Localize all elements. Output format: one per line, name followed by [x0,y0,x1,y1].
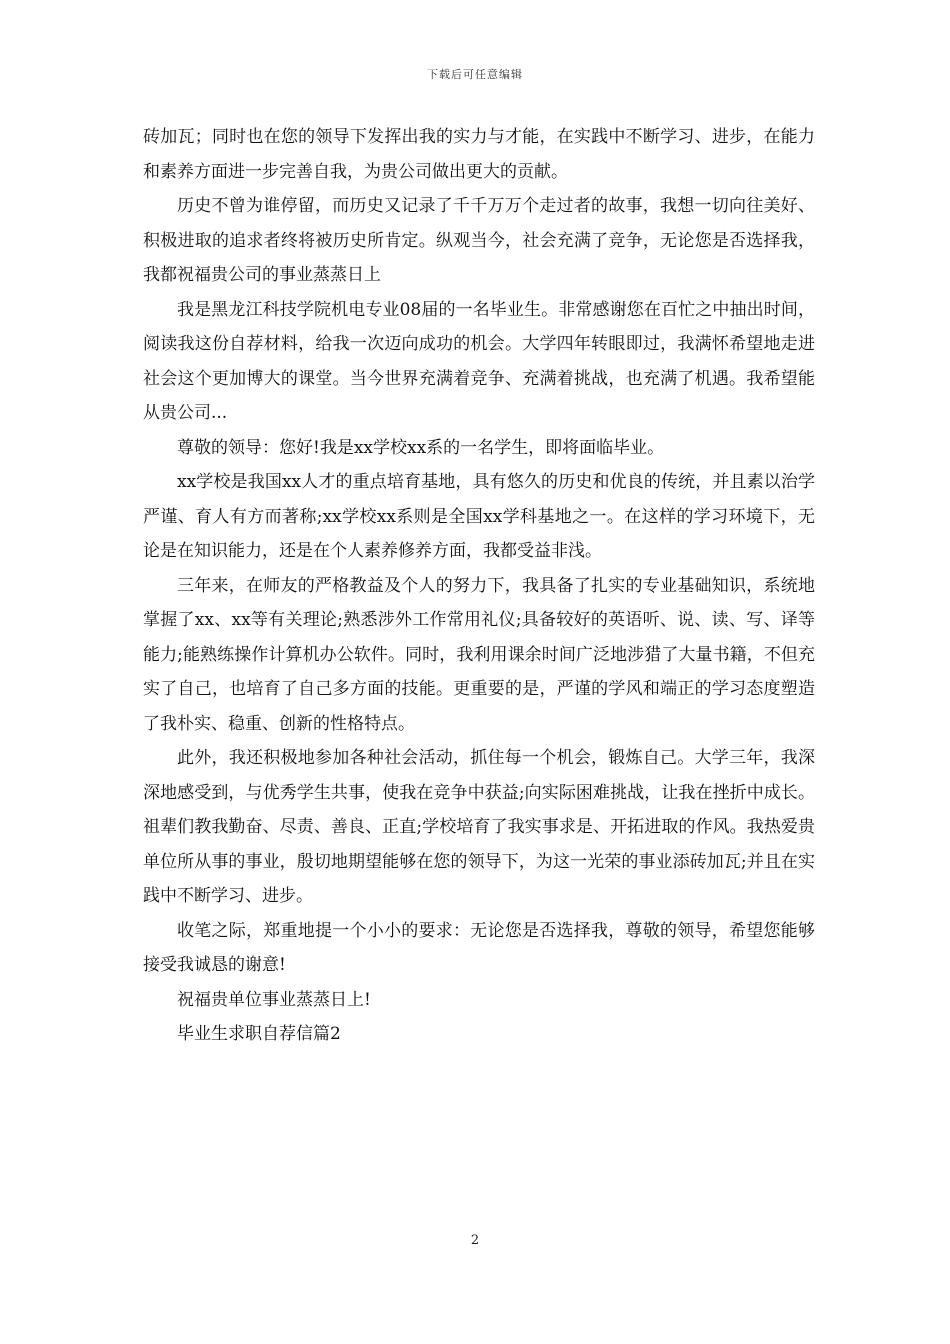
paragraph-1: 砖加瓦；同时也在您的领导下发挥出我的实力与才能，在实践中不断学习、进步，在能力和素养方面进一步完善自我，为贵公司做出更大的贡献。 [143,127,815,182]
paragraph-8: 收笔之际，郑重地提一个小小的要求：无论您是否选择我，尊敬的领导，希望您能够接受我诚恳的谢意! [143,920,815,975]
paragraph-4: 尊敬的领导：您好!我是xx学校xx系的一名学生，即将面临毕业。 [177,437,665,458]
page-header: 下载后可任意编辑 [427,68,523,81]
paragraph-3: 我是黑龙江科技学院机电专业08届的一名毕业生。非常感谢您在百忙之中抽出时间，阅读我这份自荐材料，给我一次迈向成功的机会。大学四年转眼即过，我满怀希望地走进社会这个更加博大的课堂。当今世界充满着竞争、充满着挑战，也充满了机遇。我希望能从贵公司... [143,299,815,423]
document-body [143,120,815,1052]
paragraph-2: 历史不曾为谁停留，而历史又记录了千千万万个走过者的故事，我想一切向往美好、积极进取的追求者终将被历史所肯定。纵观当今，社会充满了竞争，无论您是否选择我，我都祝福贵公司的事业蒸蒸日上 [143,196,815,285]
paragraph-9: 祝福贵单位事业蒸蒸日上! [177,989,371,1010]
paragraph-6: 三年来，在师友的严格教益及个人的努力下，我具备了扎实的专业基础知识，系统地掌握了xx、xx等有关理论;熟悉涉外工作常用礼仪;具备较好的英语听、说、读、写、译等能力;能熟练操作计算机办公软件。同时，我利用课余时间广泛地涉猎了大量书籍，不但充实了自己，也培育了自己多方面的技能。更重要的是，严谨的学风和端正的学习态度塑造了我朴实、稳重、创新的性格特点。 [143,575,815,734]
paragraph-5: xx学校是我国xx人才的重点培育基地，具有悠久的历史和优良的传统，并且素以治学严谨、育人有方而著称;xx学校xx系则是全国xx学科基地之一。在这样的学习环境下，无论是在知识能力，还是在个人素养修养方面，我都受益非浅。 [143,472,815,561]
page-number: 2 [470,1233,480,1248]
paragraph-7: 此外，我还积极地参加各种社会活动，抓住每一个机会，锻炼自己。大学三年，我深深地感受到，与优秀学生共事，使我在竞争中获益;向实际困难挑战，让我在挫折中成长。祖辈们教我勤奋、尽责、善良、正直;学校培育了我实事求是、开拓进取的作风。我热爱贵单位所从事的事业，殷切地期望能够在您的领导下，为这一光荣的事业添砖加瓦;并且在实践中不断学习、进步。 [143,748,815,906]
section-heading: 毕业生求职自荐信篇2 [177,1024,341,1044]
